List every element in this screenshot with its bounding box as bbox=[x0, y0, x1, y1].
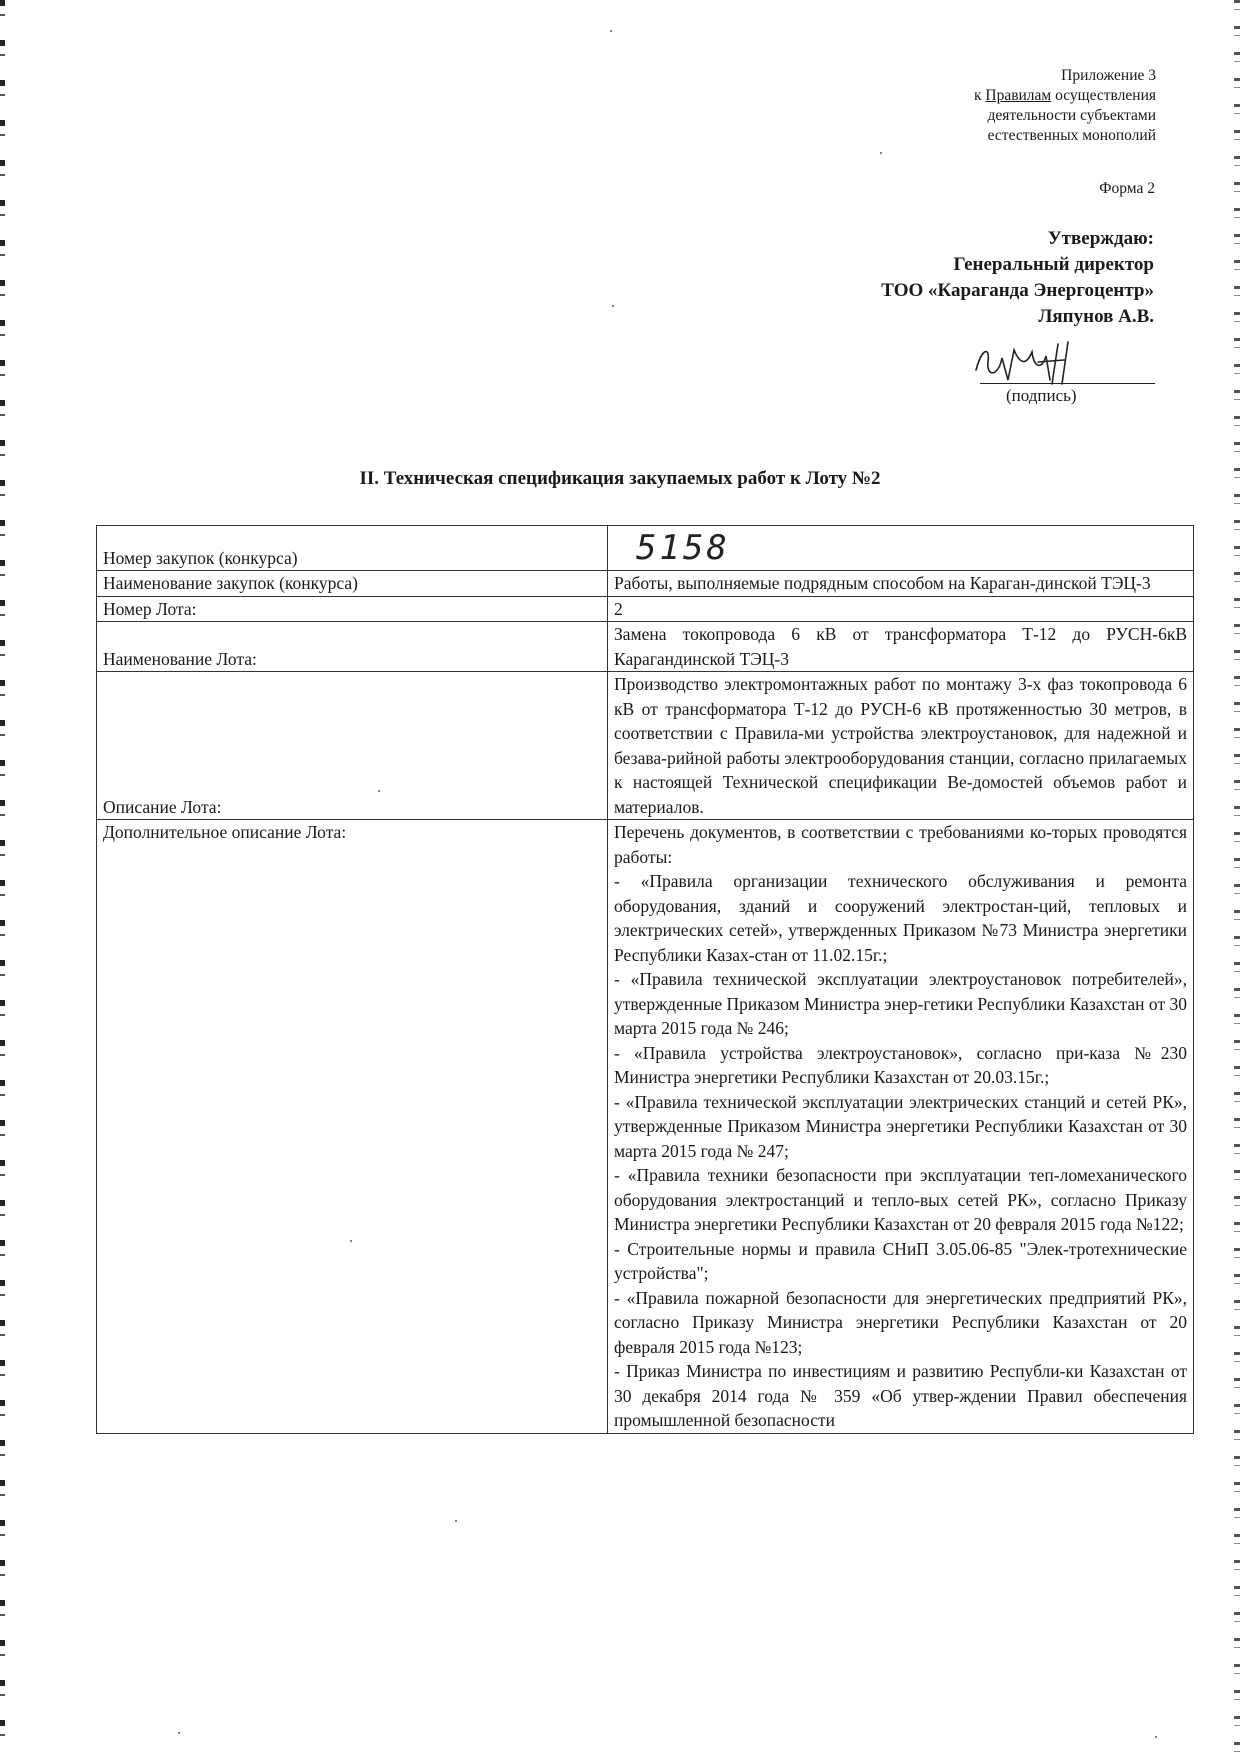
row-label: Номер Лота: bbox=[97, 596, 608, 622]
list-item: - «Правила устройства электроустановок», согласно при-каза №230 Министра энергетики Республики Казахстан от 20.03.15г.; bbox=[614, 1042, 1187, 1087]
document-title: II. Техническая спецификация закупаемых работ к Лоту №2 bbox=[359, 468, 881, 489]
scan-speck bbox=[455, 1520, 457, 1522]
table-row bbox=[97, 596, 1194, 622]
scan-speck bbox=[1155, 1736, 1157, 1738]
handwritten-signature bbox=[968, 340, 1088, 386]
scan-speck bbox=[612, 305, 614, 307]
table-row bbox=[97, 820, 1194, 1434]
approval-line: ТОО «Караганда Энергоцентр» bbox=[881, 280, 1154, 301]
approval-line: Генеральный директор bbox=[953, 254, 1154, 275]
table-row bbox=[97, 571, 1194, 597]
specification-table bbox=[96, 525, 1194, 1434]
scan-speck bbox=[880, 152, 882, 154]
row-value: Работы, выполняемые подрядным способом на Караган-динской ТЭЦ-3 bbox=[608, 571, 1194, 597]
row-label: Наименование закупок (конкурса) bbox=[97, 571, 608, 597]
list-item: - «Правила пожарной безопасности для энергетических предприятий РК», согласно Приказу Министра энергетики Республики Казахстан от 20 февраля 2015 года №123; bbox=[614, 1287, 1187, 1357]
row-value: Замена токопровода 6 кВ от трансформатора Т-12 до РУСН-6кВ Карагандинской ТЭЦ-3 bbox=[608, 622, 1194, 672]
row-label: Дополнительное описание Лота: bbox=[97, 820, 608, 1434]
list-item: - Строительные нормы и правила СНиП 3.05.06-85 "Элек-тротехнические устройства"; bbox=[614, 1238, 1187, 1283]
row-value: Производство электромонтажных работ по монтажу 3-х фаз токопровода 6 кВ от трансформатора Т-12 до РУСН-6 кВ протяженностью 30 метров, в соответствии с Правила-ми устройства электроустановок, для надежной и безава-рийной работы электрооборудования станции, согласно прилагаемых к настоящей Технической спецификации Ве-домостей объемов работ и материалов. bbox=[608, 672, 1194, 820]
list-item: Перечень документов, в соответствии с требованиями ко-торых проводятся работы: bbox=[614, 822, 1187, 867]
list-item: - «Правила организации технического обслуживания и ремонта оборудования, зданий и сооружений электростан-ций, тепловых и электрических сетей», утвержденных Приказом №73 Министра энергетики Республики Казах-стан от 11.02.15г.; bbox=[614, 871, 1187, 965]
scan-edge-right bbox=[1234, 0, 1240, 1754]
row-value: 2 bbox=[608, 596, 1194, 622]
annex-line bbox=[974, 86, 1156, 106]
signature-caption: (подпись) bbox=[1006, 386, 1077, 405]
rules-link: Правилам bbox=[985, 87, 1052, 104]
scan-speck bbox=[178, 1732, 180, 1734]
approval-line: Утверждаю: bbox=[1047, 228, 1154, 249]
table-row bbox=[97, 526, 1194, 571]
list-item: - «Правила технической эксплуатации электроустановок потребителей», утвержденные Приказом Министра энер-гетики Республики Казахстан от 30 марта 2015 года № 246; bbox=[614, 969, 1187, 1038]
row-value-list bbox=[608, 820, 1194, 1434]
scan-edge-left bbox=[0, 0, 5, 1754]
annex-suffix: осуществления bbox=[1055, 87, 1156, 104]
annex-header bbox=[974, 66, 1156, 146]
annex-line: деятельности субъектами bbox=[987, 107, 1156, 124]
list-item: - Приказ Министра по инвестициям и развитию Республи-ки Казахстан от 30 декабря 2014 года № 359 «Об утвер-ждении Правил обеспечения промышленной безопасности bbox=[614, 1361, 1187, 1430]
row-label: Наименование Лота: bbox=[97, 622, 608, 672]
annex-line: естественных монополий bbox=[987, 127, 1156, 144]
approval-line: Ляпунов А.В. bbox=[1038, 306, 1154, 327]
list-item: - «Правила техники безопасности при эксплуатации теп-ломеханического оборудования электростанций и тепло-вых сетей РК», согласно Приказу Министра энергетики Республики Казахстан от 20 февраля 2015 года №122; bbox=[614, 1165, 1187, 1234]
scan-speck bbox=[610, 30, 612, 32]
annex-prefix: к bbox=[973, 87, 982, 104]
form-number: Форма 2 bbox=[1099, 180, 1155, 197]
list-item: - «Правила технической эксплуатации электрических станций и сетей РК», утвержденные Приказом Министра энергетики Республики Казахстан от 30 марта 2015 года № 247; bbox=[614, 1091, 1187, 1161]
procurement-number: 5158 bbox=[608, 526, 1194, 571]
row-label: Номер закупок (конкурса) bbox=[97, 526, 608, 571]
approval-block bbox=[881, 226, 1154, 330]
annex-line: Приложение 3 bbox=[1061, 67, 1156, 84]
row-label: Описание Лота: bbox=[97, 672, 608, 820]
table-row bbox=[97, 622, 1194, 672]
table-row bbox=[97, 672, 1194, 820]
signature-line bbox=[980, 383, 1155, 384]
